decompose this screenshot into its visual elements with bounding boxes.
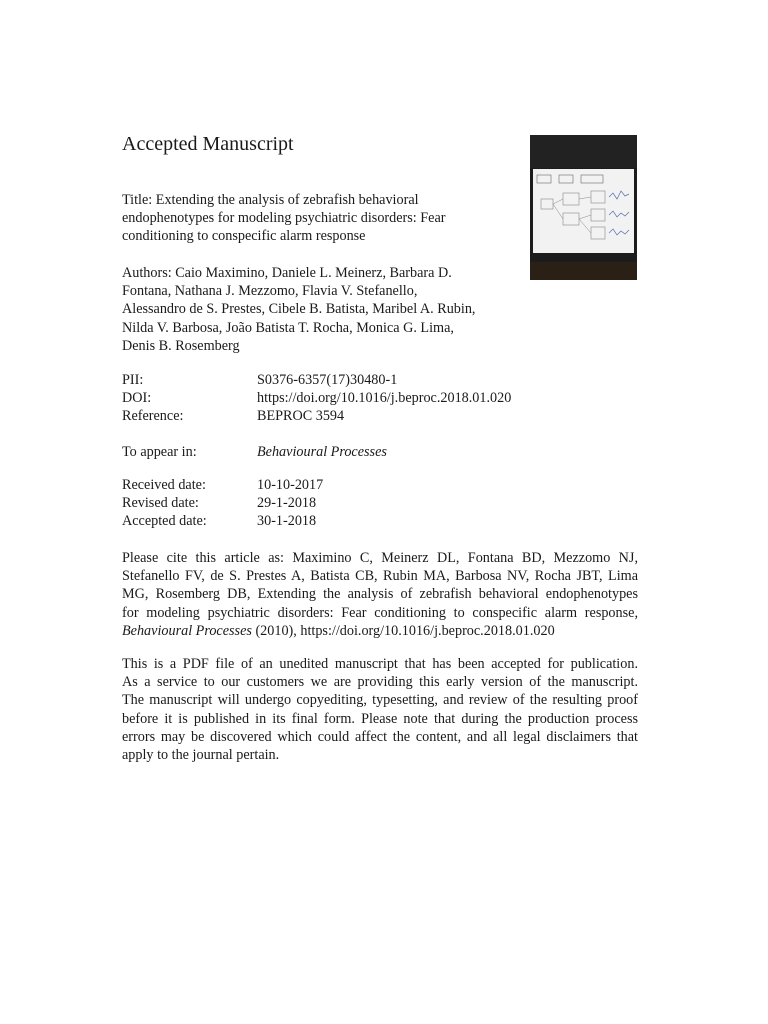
identifier-label: PII: xyxy=(122,372,144,388)
appear-in-label: To appear in: xyxy=(122,444,197,460)
authors-block xyxy=(122,264,522,355)
notice-line: before it is published in its final form. Please note that during the production process xyxy=(122,710,638,727)
date-label: Received date: xyxy=(122,477,206,493)
citation-journal: Behavioural Processes xyxy=(122,622,252,639)
date-row-accepted xyxy=(122,512,323,530)
notice-paragraph xyxy=(122,655,638,764)
identifiers-table xyxy=(122,371,511,426)
title-line: Title: Extending the analysis of zebrafish behavioral xyxy=(122,192,419,208)
identifier-value: S0376-6357(17)30480-1 xyxy=(257,372,398,388)
citation-paragraph xyxy=(122,549,638,640)
notice-line: The manuscript will undergo copyediting, typesetting, and review of the resulting proof xyxy=(122,692,638,709)
date-value: 30-1-2018 xyxy=(257,513,317,530)
doi-link[interactable]: https://doi.org/10.1016/j.beproc.2018.01.020 xyxy=(257,390,512,407)
date-value: 29-1-2018 xyxy=(257,495,317,512)
journal-cover-image xyxy=(530,135,637,280)
dates-table xyxy=(122,476,323,531)
cover-diagram-graphic xyxy=(533,169,634,253)
notice-line: errors may be discovered which could affect the content, and all legal disclaimers that xyxy=(122,728,638,745)
authors-line: Authors: Caio Maximino, Daniele L. Meinerz, Barbara D. xyxy=(122,265,452,281)
identifier-label: DOI: xyxy=(122,390,152,407)
identifier-label: Reference: xyxy=(122,408,184,425)
cover-figure xyxy=(533,169,634,253)
page-heading: Accepted Manuscript xyxy=(122,133,294,155)
citation-line: MG, Rosemberg DB, Extending the analysis of zebrafish behavioral endophenotypes xyxy=(122,586,638,603)
citation-line: Stefanello FV, de S. Prestes A, Batista CB, Rubin MA, Barbosa NV, Rocha JBT, Lima xyxy=(122,568,638,585)
authors-line: Fontana, Nathana J. Mezzomo, Flavia V. Stefanello, xyxy=(122,283,418,300)
notice-line: As a service to our customers we are providing this early version of the manuscript. xyxy=(122,674,638,691)
identifier-row-pii xyxy=(122,371,511,389)
citation-line: Please cite this article as: Maximino C, Meinerz DL, Fontana BD, Mezzomo NJ, xyxy=(122,550,638,566)
notice-line: This is a PDF file of an unedited manuscript that has been accepted for publication. xyxy=(122,656,638,672)
title-line: endophenotypes for modeling psychiatric disorders: Fear xyxy=(122,210,446,227)
title-line: conditioning to conspecific alarm response xyxy=(122,228,366,245)
identifier-value: BEPROC 3594 xyxy=(257,408,345,425)
appear-in-row xyxy=(122,443,387,461)
journal-name: Behavioural Processes xyxy=(257,444,387,460)
date-value: 10-10-2017 xyxy=(257,477,324,493)
date-label: Accepted date: xyxy=(122,513,207,530)
citation-year-doi: (2010), https://doi.org/10.1016/j.beproc.2018.01.020 xyxy=(251,622,555,639)
cover-header xyxy=(530,135,637,168)
date-row-revised xyxy=(122,494,323,512)
identifier-row-reference xyxy=(122,407,511,425)
appear-in-field xyxy=(122,443,387,461)
authors-line: Denis B. Rosemberg xyxy=(122,337,240,354)
citation-last-line xyxy=(122,622,638,640)
authors-line: Nilda V. Barbosa, João Batista T. Rocha, Monica G. Lima, xyxy=(122,319,454,336)
authors-line: Alessandro de S. Prestes, Cibele B. Batista, Maribel A. Rubin, xyxy=(122,301,476,318)
date-row-received xyxy=(122,476,323,494)
identifier-row-doi xyxy=(122,389,511,407)
citation-line: for modeling psychiatric disorders: Fear conditioning to conspecific alarm response, xyxy=(122,604,638,621)
notice-line: apply to the journal pertain. xyxy=(122,747,280,764)
title-block xyxy=(122,191,522,246)
cover-footer xyxy=(530,262,637,280)
date-label: Revised date: xyxy=(122,495,199,512)
